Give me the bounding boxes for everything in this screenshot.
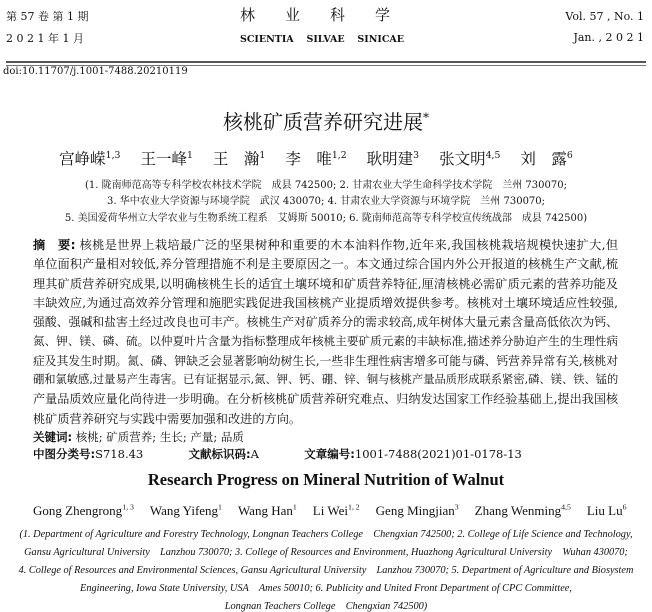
date-en: Jan. , 2 0 2 1 <box>573 31 644 44</box>
title-cn-text: 核桃矿质营养研究进展 <box>223 110 423 134</box>
author-name: 张文明 <box>439 150 486 168</box>
abstract-line <box>33 371 618 387</box>
author <box>475 503 571 518</box>
author <box>587 503 627 518</box>
article-number-value: 1001-7488(2021)01-0178-13 <box>354 447 522 461</box>
abstract-text: 理其矿质营养研究成果,以明确核桃生长的适宜土壤环境和矿质营养特征,厘清核桃必需矿质元素的营养功能及 <box>33 276 618 291</box>
affiliation-cn-line: (1. 陇南师范高等专科学校农林技术学院 成县 742500; 2. 甘肃农业大学生命科学技术学院 兰州 730070; <box>85 180 567 191</box>
keywords <box>33 429 244 445</box>
author-affiliation-mark: 1 <box>292 503 297 512</box>
author-name: 刘 露 <box>520 150 567 168</box>
abstract-line <box>33 390 618 407</box>
journal-name-cn: 林 业 科 学 <box>240 6 391 24</box>
author-affiliation-mark: 4,5 <box>485 149 501 161</box>
abstract-text: 单位面积产量相对较低,养分管理措施不利是主要原因之一。本文通过综合国内外公开报道的核桃生产文献,梳 <box>33 257 618 272</box>
author <box>59 150 120 168</box>
author-affiliation-mark: 1, 2 <box>347 503 360 512</box>
author-affiliation-mark: 4,5 <box>561 503 571 512</box>
author-affiliation-mark: 6 <box>622 503 627 512</box>
clc-value: S718.43 <box>95 447 144 461</box>
author-name: Zhang Wenming <box>474 503 562 519</box>
authors-cn <box>0 147 652 169</box>
author-name: 李 唯 <box>285 150 332 168</box>
title-cn <box>0 106 652 135</box>
abstract-line <box>33 255 618 272</box>
doc-code-label: 文献标识码: <box>188 447 251 461</box>
author <box>238 503 297 518</box>
author-affiliation-mark: 6 <box>566 149 573 161</box>
abstract-text: 强酸、强碱和盐害土经过改良也可丰产。核桃生产对矿质养分的需求较高,成年树体大量元素含量高低依次为钙、 <box>33 315 618 330</box>
abstract-line <box>33 236 618 253</box>
author <box>213 150 265 168</box>
journal-name-en: SCIENTIA SILVAE SINICAE <box>240 34 404 45</box>
author <box>520 150 572 168</box>
abstract-text: 桃矿质营养研究与实践中需要加强和改进的方向。 <box>33 411 302 426</box>
affiliation-en-line: Engineering, Iowa State University, USA Ames 50010; 6. Publicity and United Front Department of CPC Committee, <box>80 583 572 594</box>
author-name: 王 瀚 <box>212 150 260 168</box>
author-affiliation-mark: 1 <box>259 149 266 161</box>
authors-en <box>33 503 643 519</box>
author <box>285 150 346 168</box>
author <box>367 150 419 168</box>
author-name: Liu Lu <box>586 503 623 519</box>
abstract-text: 氮、钾、镁、磷、硫。以仲夏叶片含量为指标整理成年核桃主要矿质元素的丰缺标准,描述养分胁迫产生的生理性病 <box>33 333 618 348</box>
title-footnote-mark: * <box>423 110 429 125</box>
doi[interactable]: doi:10.11707/j.1001-7488.20210119 <box>3 66 188 77</box>
abstract-text: 核桃是世界上栽培最广泛的坚果树种和重要的木本油料作物,近年来,我国核桃栽培规模快速扩大,但 <box>79 238 619 252</box>
author <box>140 150 192 168</box>
article-number-label: 文章编号: <box>304 447 355 461</box>
affiliation-en-line: Gansu Agricultural University Lanzhou 730070; 3. College of Resources and Environment, Huazhong Agricultural University Wuhan 430070; <box>24 547 628 558</box>
author-affiliation-mark: 3 <box>454 503 459 512</box>
affiliation-en-line: Longnan Teachers College Chengxian 742500) <box>224 601 428 612</box>
author-affiliation-mark: 1,2 <box>331 149 347 161</box>
author <box>313 503 360 518</box>
author-name: 王一峰 <box>140 150 187 168</box>
affiliation-en-line: (1. Department of Agriculture and Forestry Technology, Longnan Teachers College Chengxian 742500; 2. College of Life Science and Technology, <box>19 529 633 540</box>
author-name: Wang Yifeng <box>149 503 219 519</box>
date-cn: 2 0 2 1 年 1 月 <box>6 32 84 45</box>
author <box>150 503 222 518</box>
volume-issue-en: Vol. 57 , No. 1 <box>565 10 644 23</box>
author-name: Wang Han <box>237 503 293 519</box>
abstract-label: 摘 要: <box>33 238 76 252</box>
abstract-text: 硼和氯敏感,过量易产生毒害。已有证据显示,氮、钾、钙、硼、锌、铜与核桃产量品质形成联系紧密,磷、镁、铁、锰的 <box>33 373 619 387</box>
author-affiliation-mark: 1 <box>218 503 222 512</box>
abstract-line <box>33 333 618 349</box>
author-affiliation-mark: 1 <box>186 149 193 161</box>
abstract-text: 症及其发生时期。氮、磷、钾缺乏会显著影响幼树生长,一些非生理性病害增多可能与磷、钙营养异常有关,核桃对 <box>33 353 618 368</box>
classification <box>33 446 522 462</box>
author-name: Gong Zhengrong <box>33 503 123 519</box>
author <box>33 503 134 518</box>
clc-label: 中图分类号: <box>33 447 96 461</box>
affiliation-cn-line: 3. 华中农业大学资源与环境学院 武汉 430070; 4. 甘肃农业大学资源与环境学院 兰州 730070; <box>106 196 546 207</box>
author <box>439 150 500 168</box>
keywords-value: 核桃; 矿质营养; 生长; 产量; 品质 <box>75 430 244 444</box>
author-affiliation-mark: 1,3 <box>105 149 121 161</box>
author-name: Li Wei <box>312 503 348 519</box>
abstract-line <box>33 352 618 369</box>
abstract-text: 丰缺效应,为通过高效养分管理和施肥实践促进我国核桃产业提质增效提供参考。核桃对土壤环境适应性较强, <box>33 295 618 310</box>
abstract-line <box>33 294 618 311</box>
keywords-label: 关键词: <box>33 430 73 444</box>
abstract-line <box>33 275 618 292</box>
author <box>376 503 459 518</box>
author-affiliation-mark: 3 <box>413 149 420 161</box>
author-name: 耿明建 <box>366 150 414 168</box>
abstract-line <box>33 410 618 427</box>
abstract-line <box>33 313 618 330</box>
title-en: Research Progress on Mineral Nutrition of Walnut <box>147 470 505 489</box>
abstract-text: 产量品质效应量化尚待进一步明确。在分析核桃矿质营养研究难点、归纳发达国家工作经验基础上,提出我国核 <box>33 392 619 407</box>
header-rule <box>6 61 646 63</box>
doc-code-value: A <box>250 447 259 461</box>
author-affiliation-mark: 1, 3 <box>122 503 134 512</box>
author-name: Geng Mingjian <box>375 503 455 519</box>
author-name: 宫峥嵘 <box>59 150 106 168</box>
volume-issue-cn: 第 57 卷 第 1 期 <box>6 10 89 23</box>
affiliation-en-line: 4. College of Resources and Environmental Sciences, Gansu Agricultural University Lanzhou 730070; 5. Department of Agriculture and Biosystem <box>18 565 634 576</box>
affiliation-cn-line: 5. 美国爱荷华州立大学农业与生物系统工程系 艾姆斯 50010; 6. 陇南师范高等专科学校宣传统战部 成县 742500) <box>64 213 588 224</box>
